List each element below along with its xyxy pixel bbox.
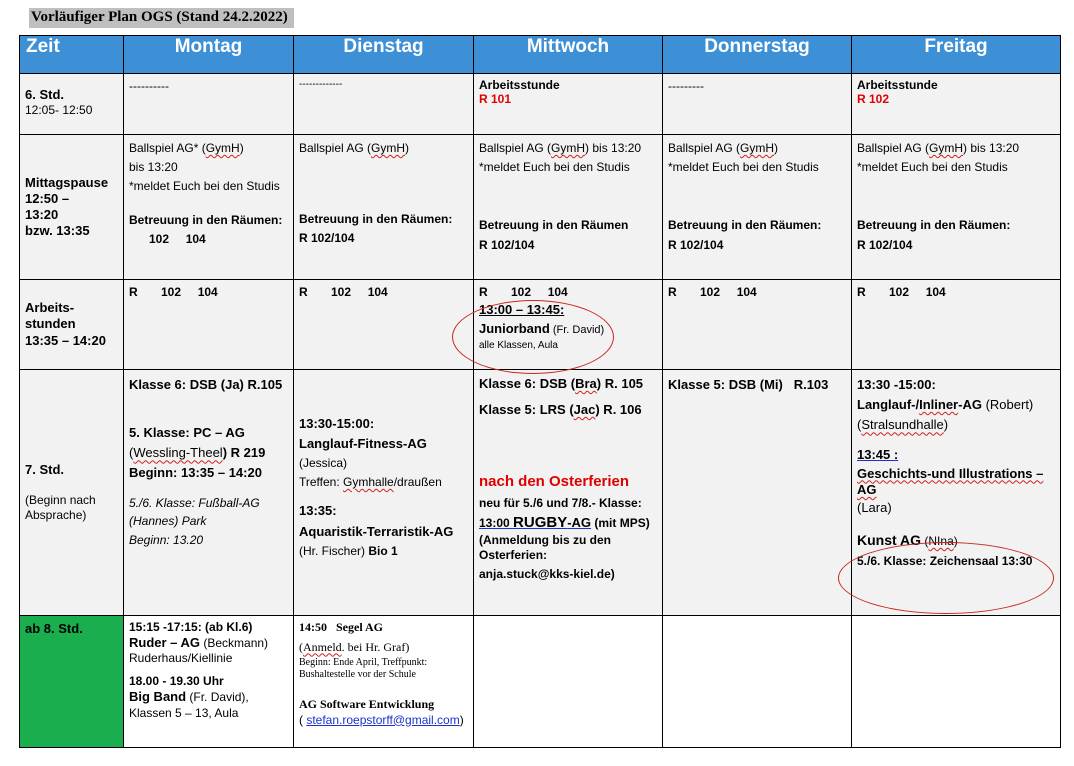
note: *meldet Euch bei den Studis bbox=[129, 179, 280, 194]
cell-do bbox=[663, 280, 852, 370]
activity-time: 18.00 - 19.30 Uhr bbox=[129, 674, 224, 689]
rooms: R 102 104 bbox=[479, 285, 568, 299]
activity-time: bis 13:20 bbox=[129, 160, 178, 175]
activity-title: Aquaristik-Terraristik-AG bbox=[299, 523, 454, 539]
rooms: R 102 104 bbox=[857, 285, 946, 299]
cell-do bbox=[663, 74, 852, 135]
time-cell bbox=[20, 74, 124, 135]
time-cell bbox=[20, 280, 124, 370]
activity-leader: (Jessica) bbox=[299, 456, 348, 471]
time-range: 13:35 – 14:20 bbox=[25, 332, 106, 348]
kunst-ag: Kunst AG (NIna) bbox=[857, 532, 958, 549]
contact-email: anja.stuck@kks-kiel.de) bbox=[479, 566, 615, 581]
time-label: ab 8. Std. bbox=[25, 621, 83, 636]
activity-title: Arbeitsstunde bbox=[857, 78, 938, 92]
time-range: bzw. 13:35 bbox=[25, 223, 90, 239]
activity-title: 5. Klasse: PC – AG bbox=[129, 425, 245, 441]
row-7-std bbox=[20, 370, 1061, 616]
header-zeit: Zeit bbox=[20, 36, 124, 74]
header-montag: Montag bbox=[124, 36, 294, 74]
rooms: R 102 104 bbox=[668, 285, 757, 299]
activity-title: Geschichts-und Illustrations – AG bbox=[857, 465, 1044, 497]
placeholder-dashes: ---------- bbox=[129, 79, 169, 93]
activity-title: Klasse 5: LRS (Jac) R. 106 bbox=[479, 402, 642, 418]
activity-location: 5./6. Klasse: Zeichensaal 13:30 bbox=[857, 553, 1033, 568]
cell-mo bbox=[124, 135, 294, 280]
activity-title: Juniorband bbox=[479, 321, 550, 337]
email-link[interactable]: stefan.roepstorff@gmail.com bbox=[306, 712, 460, 727]
rooms-heading: Betreuung in den Räumen bbox=[479, 218, 629, 233]
time-cell bbox=[20, 135, 124, 280]
time-label: Arbeits- bbox=[25, 300, 75, 315]
rooms: R 102/104 bbox=[479, 237, 535, 252]
activity-time: 13:45 : bbox=[857, 447, 899, 463]
time-cell bbox=[20, 616, 124, 748]
header-dienstag: Dienstag bbox=[294, 36, 474, 74]
cell-di bbox=[294, 135, 474, 280]
activity-time: Beginn: 13.20 bbox=[129, 532, 204, 547]
row-arbeitsstunden bbox=[20, 280, 1061, 370]
cell-di bbox=[294, 370, 474, 616]
cell-fr bbox=[852, 135, 1061, 280]
rooms: R 102/104 bbox=[857, 237, 913, 252]
activity-leader: (Lara) bbox=[857, 500, 892, 516]
room-label: R 101 bbox=[479, 92, 512, 107]
note: *meldet Euch bei den Studis bbox=[479, 160, 630, 175]
cell-mi bbox=[474, 280, 663, 370]
activity-title: Klasse 6: DSB (Bra) R. 105 bbox=[479, 376, 644, 391]
activity-title: AG Software Entwicklung bbox=[299, 697, 435, 712]
row-ab-8-std bbox=[20, 616, 1061, 748]
activity-title: Klasse 5: DSB (Mi) R.103 bbox=[668, 377, 829, 392]
activity-note: Beginn: Ende April, Treffpunkt: Bushaltestelle vor der Schule bbox=[299, 657, 428, 681]
header-mittwoch: Mittwoch bbox=[474, 36, 663, 74]
activity-title: Ballspiel AG (GymH) bbox=[299, 141, 410, 155]
time-note: (Beginn nach bbox=[25, 492, 96, 507]
activity-time: 13:30 -15:00: bbox=[857, 377, 936, 392]
row-6-std bbox=[20, 74, 1061, 135]
cell-di bbox=[294, 74, 474, 135]
cell-fr bbox=[852, 370, 1061, 616]
activity-location: Klassen 5 – 13, Aula bbox=[129, 705, 239, 720]
activity-title: Arbeitsstunde bbox=[479, 78, 560, 92]
activity-title: Langlauf-Fitness-AG bbox=[299, 436, 427, 452]
activity-leader: (Fr. David) bbox=[549, 324, 605, 337]
cell-do bbox=[663, 616, 852, 748]
cell-do bbox=[663, 135, 852, 280]
time-range: 12:50 – bbox=[25, 190, 70, 206]
activity-location: (Hannes) Park bbox=[129, 514, 207, 529]
cell-fr bbox=[852, 74, 1061, 135]
activity-location: Treffen: Gymhalle/draußen bbox=[299, 474, 442, 489]
activity-title: 14:50 Segel AG bbox=[299, 620, 383, 634]
rooms: 102 104 bbox=[149, 231, 206, 246]
rooms-heading: Betreuung in den Räumen: bbox=[129, 212, 283, 227]
activity-title: Ruder – AG (Beckmann) bbox=[129, 635, 269, 650]
activity-title: Ballspiel AG (GymH) bis 13:20 bbox=[479, 141, 642, 155]
activity-time: Beginn: 13:35 – 14:20 bbox=[129, 465, 262, 481]
cell-fr bbox=[852, 280, 1061, 370]
activity-title: Langlauf-/Inliner-AG (Robert) bbox=[857, 397, 1034, 413]
activity-location: (Stralsundhalle) bbox=[857, 417, 949, 433]
activity-title: Ballspiel AG* (GymH) bbox=[129, 141, 244, 155]
activity-leader: (Wessling-Theel) R 219 bbox=[129, 445, 266, 461]
rooms: R 102 104 bbox=[299, 285, 388, 299]
announcement-text: (Anmeldung bis zu den Osterferien: bbox=[479, 533, 611, 562]
rooms-heading: Betreuung in den Räumen: bbox=[668, 218, 822, 233]
note: *meldet Euch bei den Studis bbox=[857, 160, 1008, 175]
activity-title: Ballspiel AG (GymH) bbox=[668, 141, 779, 155]
cell-mi bbox=[474, 616, 663, 748]
header-row bbox=[20, 36, 1061, 74]
activity-time: 15:15 -17:15: (ab Kl.6) bbox=[129, 620, 253, 634]
announcement-text: neu für 5./6 und 7/8.- Klasse: bbox=[479, 496, 642, 511]
activity-note: (Anmeld. bei Hr. Graf) bbox=[299, 639, 410, 654]
cell-fr bbox=[852, 616, 1061, 748]
rooms: R 102/104 bbox=[299, 231, 355, 246]
row-mittagspause bbox=[20, 135, 1061, 280]
time-note: Absprache) bbox=[25, 507, 87, 522]
time-label: Mittagspause bbox=[25, 174, 109, 190]
cell-do bbox=[663, 370, 852, 616]
activity-time: 13:00 – 13:45: bbox=[479, 302, 565, 318]
rooms: R 102/104 bbox=[668, 237, 724, 252]
activity-title: 5./6. Klasse: Fußball-AG bbox=[129, 495, 260, 510]
activity-time: 13:35: bbox=[299, 503, 337, 519]
announcement-heading: nach den Osterferien bbox=[479, 473, 630, 491]
activity-location: (Hr. Fischer) Bio 1 bbox=[299, 543, 398, 558]
cell-mi bbox=[474, 370, 663, 616]
time-range: 13:20 bbox=[25, 207, 59, 222]
cell-mo bbox=[124, 74, 294, 135]
time-range: 12:05- 12:50 bbox=[25, 102, 93, 117]
room-label: R 102 bbox=[857, 92, 890, 107]
time-label: stunden bbox=[25, 316, 76, 332]
header-freitag: Freitag bbox=[852, 36, 1061, 74]
activity-title: Ballspiel AG (GymH) bis 13:20 bbox=[857, 141, 1020, 155]
placeholder-dashes: ------------- bbox=[299, 79, 343, 90]
cell-di: 14:50 Segel AG (Anmeld. bei Hr. Graf) Beginn: Ende April, Treffpunkt: Bushaltestelle vor der Schule AG Software Entwicklung ( stefan.roepstorff@gmail.com) bbox=[294, 616, 474, 748]
document-title: Vorläufiger Plan OGS (Stand 24.2.2022) bbox=[29, 8, 294, 28]
cell-mi bbox=[474, 74, 663, 135]
activity-title: Klasse 6: DSB (Ja) R.105 bbox=[129, 377, 283, 392]
cell-di bbox=[294, 280, 474, 370]
time-label: 7. Std. bbox=[25, 462, 65, 478]
rooms-heading: Betreuung in den Räumen: bbox=[857, 218, 1011, 233]
time-label: 6. Std. bbox=[25, 87, 65, 102]
activity-title: Big Band (Fr. David), bbox=[129, 689, 249, 705]
cell-mi bbox=[474, 135, 663, 280]
rugby-ag: 13:00 RUGBY-AG (mit MPS) bbox=[479, 514, 650, 532]
cell-mo bbox=[124, 280, 294, 370]
header-donnerstag: Donnerstag bbox=[663, 36, 852, 74]
activity-location: alle Klassen, Aula bbox=[479, 340, 558, 352]
rooms: R 102 104 bbox=[129, 285, 218, 299]
activity-location: Ruderhaus/Kiellinie bbox=[129, 651, 233, 666]
rooms-heading: Betreuung in den Räumen: bbox=[299, 212, 453, 227]
time-cell bbox=[20, 370, 124, 616]
cell-mo bbox=[124, 616, 294, 748]
note: *meldet Euch bei den Studis bbox=[668, 160, 819, 175]
activity-time: 13:30-15:00: bbox=[299, 416, 375, 431]
placeholder-dashes: --------- bbox=[668, 79, 704, 93]
schedule-table bbox=[19, 35, 1061, 748]
cell-mo bbox=[124, 370, 294, 616]
